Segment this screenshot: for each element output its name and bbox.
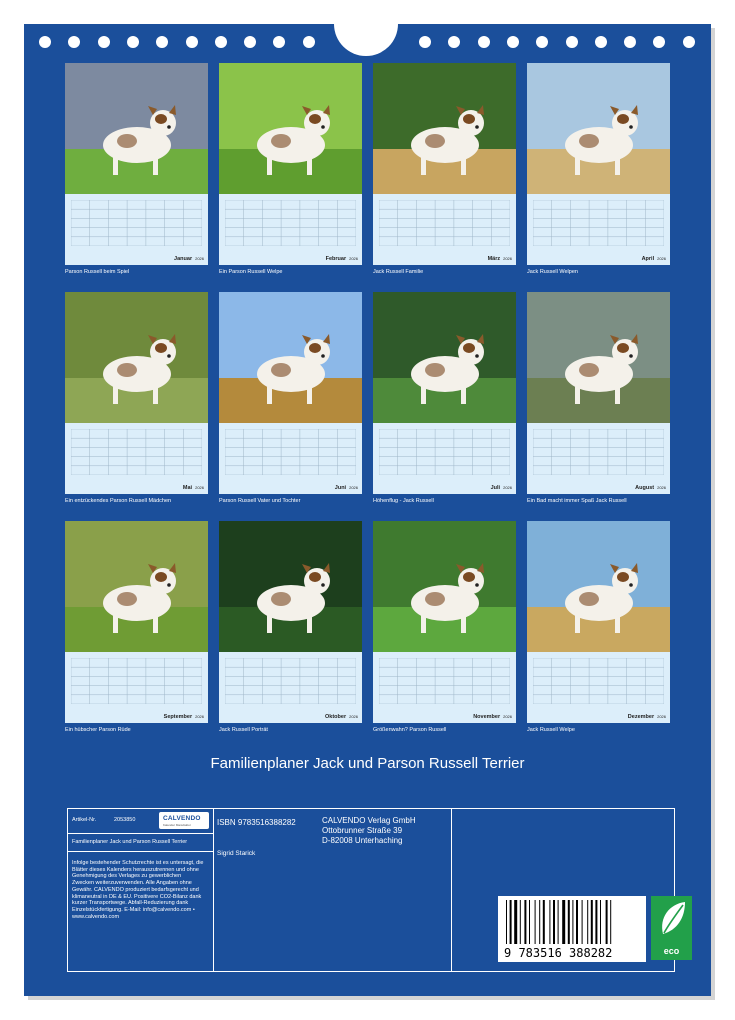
- binding-hole: [683, 36, 695, 48]
- publisher-line-3: D-82008 Unterhaching: [322, 836, 403, 845]
- photo-caption: Jack Russell Welpen: [527, 269, 578, 275]
- month-label: Oktober: [325, 714, 347, 720]
- calendar-grid: [65, 652, 208, 723]
- month-label: September: [163, 714, 193, 720]
- binding-hole: [98, 36, 110, 48]
- calendar-grid: [219, 652, 362, 723]
- article-label: Artikel-Nr.: [72, 817, 97, 823]
- month-card: [373, 521, 516, 723]
- month-label: Juni: [334, 485, 347, 491]
- photo-caption: Jack Russell Welpe: [527, 727, 575, 733]
- month-label: Januar: [174, 256, 193, 262]
- month-name: [628, 714, 666, 720]
- dog-photo: [65, 292, 208, 423]
- month-label: Februar: [325, 256, 347, 262]
- photo-caption: Ein entzückendes Parson Russell Mädchen: [65, 498, 172, 504]
- photo-caption: Jack Russell Familie: [373, 269, 424, 275]
- binding-hole: [127, 36, 139, 48]
- month-card: [527, 63, 670, 265]
- binding-hole: [303, 36, 315, 48]
- binding-hole: [215, 36, 227, 48]
- calendar-grid: [219, 423, 362, 494]
- product-title-row: [68, 833, 213, 852]
- calendar-sheet: [24, 24, 711, 996]
- month-card: [373, 63, 516, 265]
- month-year: 2026: [349, 714, 358, 719]
- month-label: Juli: [490, 485, 501, 491]
- legal-text: Infolge bestehender Schutzrechte ist es untersagt, die Blätter dieses Kalenders herauszutrennen und ohne Genehmigung des Verlages zu gewerblichen Zwecken weiterzuverwenden. Alle Angaben ohne Gewähr. CALVENDO produziert bedarfsgerecht und klimaneutral in DE & EU. Positivere CO2-Bilanz dank kurzer Transportwege. Abfall-Reduzierung dank Einzelstückfertigung. E-Mail: info@calvendo.com • www.calvendo.com: [72, 860, 204, 920]
- calendar-grid: [527, 423, 670, 494]
- photo-caption: Größenwahn? Parson Russell: [373, 727, 447, 733]
- month-card: [373, 292, 516, 494]
- month-card: [65, 63, 208, 265]
- binding-hole: [507, 36, 519, 48]
- month-card: [219, 521, 362, 723]
- barcode-digits: 9 783516 388282: [504, 946, 613, 960]
- month-name: [183, 485, 204, 491]
- binding-hole: [595, 36, 607, 48]
- binding-hole: [39, 36, 51, 48]
- dog-photo: [527, 292, 670, 423]
- photo-caption: Jack Russell Porträt: [219, 727, 268, 733]
- month-year: 2026: [349, 256, 358, 261]
- month-year: 2026: [195, 714, 204, 719]
- month-name: [164, 714, 204, 720]
- barcode: [498, 896, 646, 962]
- dog-photo: [219, 521, 362, 652]
- binding-hole: [478, 36, 490, 48]
- photo-caption: Parson Russell Vater und Tochter: [219, 498, 301, 504]
- month-year: 2026: [657, 485, 666, 490]
- dog-photo: [219, 63, 362, 194]
- dog-photo: [373, 63, 516, 194]
- dog-photo: [65, 521, 208, 652]
- month-label: August: [635, 485, 655, 491]
- photo-caption: Ein Parson Russell Welpe: [219, 269, 283, 275]
- binding-hole: [624, 36, 636, 48]
- binding-hole: [244, 36, 256, 48]
- calendar-grid: [527, 194, 670, 265]
- info-column-left: [68, 809, 214, 971]
- calendar-grid: [373, 194, 516, 265]
- month-name: [635, 485, 666, 491]
- month-name: [174, 256, 204, 262]
- month-name: [325, 714, 358, 720]
- info-column-middle: [214, 809, 452, 971]
- month-label: Dezember: [627, 714, 655, 720]
- calendar-grid: [373, 423, 516, 494]
- leaf-icon: [651, 896, 692, 940]
- month-name: [326, 256, 358, 262]
- month-card: [65, 521, 208, 723]
- binding-hole: [448, 36, 460, 48]
- photo-caption: Parson Russell beim Spiel: [65, 269, 130, 275]
- month-name: [473, 714, 512, 720]
- calendar-grid: [219, 194, 362, 265]
- month-label: Mai: [182, 485, 193, 491]
- hanger-notch: [334, 22, 398, 56]
- calendar-title: Familienplaner Jack und Parson Russell Terrier: [210, 755, 525, 772]
- month-label: November: [473, 714, 501, 720]
- month-label: April: [641, 256, 655, 262]
- month-year: 2026: [657, 714, 666, 719]
- month-card: [527, 521, 670, 723]
- month-name: [491, 485, 512, 491]
- month-name: [488, 256, 512, 262]
- month-year: 2026: [503, 256, 512, 261]
- article-number: 2053850: [114, 817, 136, 823]
- dog-photo: [527, 63, 670, 194]
- calvendo-logo: [159, 812, 209, 829]
- dog-photo: [373, 292, 516, 423]
- binding-hole: [566, 36, 578, 48]
- binding-hole: [156, 36, 168, 48]
- month-card: [527, 292, 670, 494]
- month-card: [65, 292, 208, 494]
- month-year: 2026: [503, 485, 512, 490]
- month-year: 2026: [195, 256, 204, 261]
- product-title: Familienplaner Jack und Parson Russell Terrier: [72, 839, 188, 845]
- isbn: ISBN 9783516388282: [217, 818, 296, 827]
- photo-caption: Höhenflug - Jack Russell: [373, 498, 434, 504]
- publisher-line-2: Ottobrunner Straße 39: [322, 826, 403, 835]
- logo-text: CALVENDO: [163, 815, 201, 822]
- photo-caption: Ein Bad macht immer Spaß Jack Russell: [527, 498, 627, 504]
- author: Sigrid Starick: [217, 850, 256, 857]
- month-name: [642, 256, 666, 262]
- binding-hole: [419, 36, 431, 48]
- month-year: 2026: [349, 485, 358, 490]
- eco-label: eco: [663, 946, 680, 956]
- article-row: [68, 809, 213, 834]
- publisher-line-1: CALVENDO Verlag GmbH: [322, 816, 416, 825]
- calendar-grid: [65, 194, 208, 265]
- month-year: 2026: [195, 485, 204, 490]
- dog-photo: [373, 521, 516, 652]
- dog-photo: [527, 521, 670, 652]
- month-year: 2026: [657, 256, 666, 261]
- eco-badge: [651, 896, 692, 960]
- calendar-grid: [373, 652, 516, 723]
- month-card: [219, 292, 362, 494]
- binding-hole: [186, 36, 198, 48]
- month-name: [335, 485, 358, 491]
- calendar-grid: [65, 423, 208, 494]
- dog-photo: [219, 292, 362, 423]
- binding-hole: [273, 36, 285, 48]
- logo-subtext: Kalender Manufaktur: [163, 823, 191, 827]
- info-box: [67, 808, 680, 972]
- month-label: März: [487, 256, 501, 262]
- calendar-grid: [527, 652, 670, 723]
- month-card: [219, 63, 362, 265]
- month-year: 2026: [503, 714, 512, 719]
- binding-hole: [68, 36, 80, 48]
- dog-photo: [65, 63, 208, 194]
- binding-hole: [653, 36, 665, 48]
- photo-caption: Ein hübscher Parson Rüde: [65, 727, 131, 733]
- binding-hole: [536, 36, 548, 48]
